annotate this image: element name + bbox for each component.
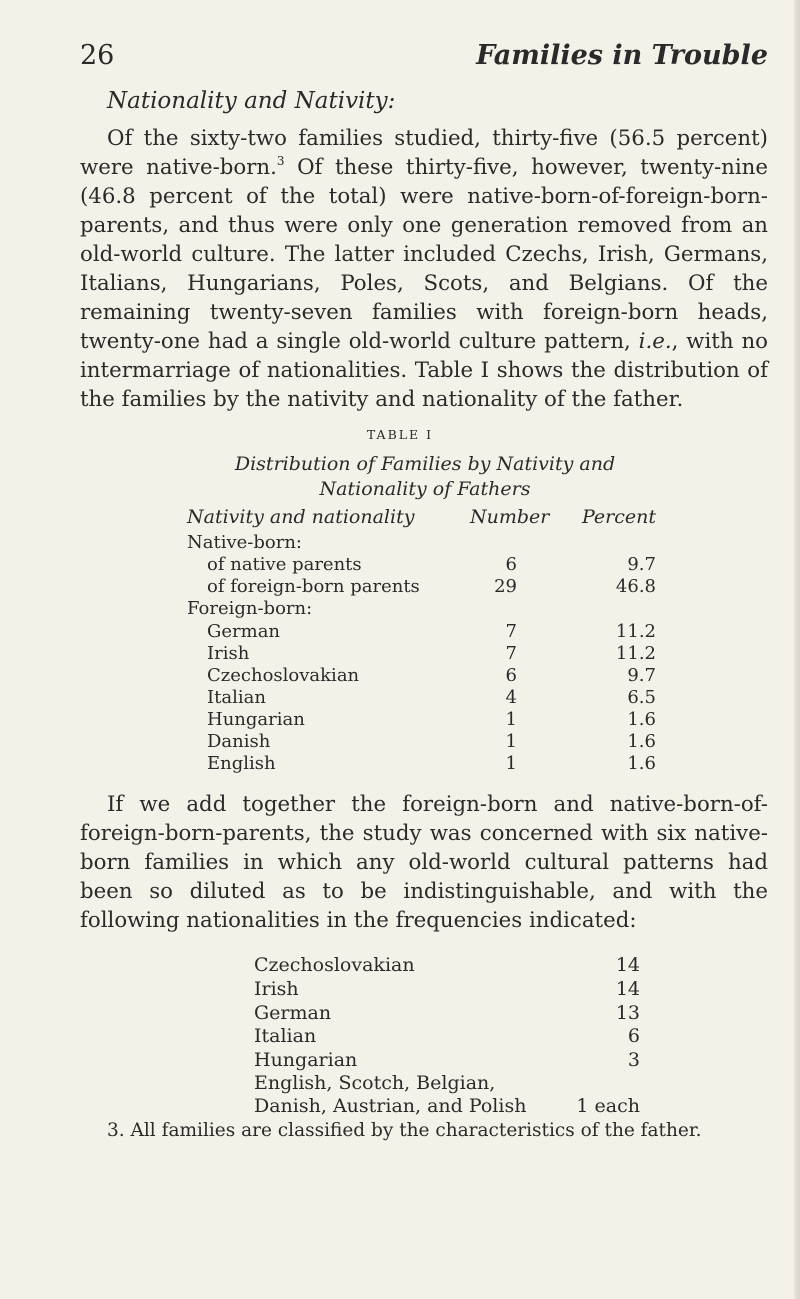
footnote: 3. All families are classified by the characteristics of the father. <box>107 1120 702 1141</box>
row-number: 1 <box>505 753 517 774</box>
freq-label: Danish, Austrian, and Polish <box>254 1095 527 1117</box>
row-number: 29 <box>494 576 517 597</box>
table-row <box>0 576 800 598</box>
list-item <box>0 1095 800 1119</box>
page-number: 26 <box>80 40 115 71</box>
row-label: of foreign-born parents <box>207 576 420 597</box>
table-group-row <box>0 532 800 554</box>
freq-count: 14 <box>615 978 640 1000</box>
row-number: 6 <box>505 554 517 575</box>
section-heading: Nationality and Nativity: <box>107 88 396 114</box>
group-label-native: Native-born: <box>187 532 302 553</box>
freq-count: 13 <box>615 1002 640 1024</box>
row-percent: 9.7 <box>627 665 656 686</box>
row-percent: 1.6 <box>627 731 656 752</box>
freq-label: Irish <box>254 978 299 1000</box>
paragraph1-part1: Of the sixty-two families studied, thirty-five (56.5 percent) were native-born. <box>80 126 768 180</box>
row-label: English <box>207 753 276 774</box>
paragraph1-part3: , with no intermarriage of nationalities. Table I shows the distribution of the families by the nativity and nationality of the father. <box>80 329 768 412</box>
table-row <box>0 554 800 576</box>
table-label: TABLE I <box>366 427 434 442</box>
row-percent: 46.8 <box>615 576 656 597</box>
row-number: 1 <box>505 731 517 752</box>
freq-label: German <box>254 1002 332 1024</box>
table-row <box>0 621 800 643</box>
row-label: Hungarian <box>207 709 305 730</box>
paragraph1-part2: Of these thirty-five, however, twenty-nine (46.8 percent of the total) were native-born-of-foreign-born-parents, and thus were only one generation removed from an old-world culture. The latter included Czechs, Irish, Germans, Italians, Hungarians, Poles, Scots, and Belgians. Of the remaining twenty-seven families with foreign-born heads, twenty-one had a single old-world culture pattern, <box>80 155 768 354</box>
page-header <box>80 40 768 80</box>
row-percent: 11.2 <box>615 621 656 642</box>
row-number: 4 <box>505 687 517 708</box>
row-number: 6 <box>505 665 517 686</box>
row-number: 7 <box>505 621 517 642</box>
paragraph1-italic: i.e. <box>638 329 672 354</box>
row-label: Italian <box>207 687 266 708</box>
row-label: Danish <box>207 731 271 752</box>
list-item <box>0 978 800 1002</box>
row-percent: 9.7 <box>627 554 656 575</box>
row-percent: 11.2 <box>615 643 656 664</box>
running-head: Families in Trouble <box>476 40 768 71</box>
footnote-marker: 3 <box>276 154 285 168</box>
row-percent: 6.5 <box>627 687 656 708</box>
column-header-nativity: Nativity and nationality <box>187 506 415 528</box>
table-caption <box>0 452 800 502</box>
row-number: 1 <box>505 709 517 730</box>
freq-count: 1 each <box>576 1095 640 1117</box>
group-label-foreign: Foreign-born: <box>187 598 313 619</box>
freq-count: 3 <box>627 1049 640 1071</box>
row-label: of native parents <box>207 554 362 575</box>
table-caption-line1: Distribution of Families by Nativity and <box>234 453 616 475</box>
table-row <box>0 709 800 731</box>
table-row <box>0 643 800 665</box>
list-item <box>0 1002 800 1026</box>
row-label: Irish <box>207 643 250 664</box>
freq-label: Hungarian <box>254 1049 358 1071</box>
paragraph-nationality <box>80 124 768 414</box>
list-item <box>0 954 800 978</box>
column-header-percent: Percent <box>582 506 657 528</box>
freq-count: 14 <box>615 954 640 976</box>
list-item <box>0 1025 800 1049</box>
row-number: 7 <box>505 643 517 664</box>
list-item <box>0 1049 800 1073</box>
table-group-row <box>0 598 800 620</box>
table-row <box>0 687 800 709</box>
row-percent: 1.6 <box>627 709 656 730</box>
table-row <box>0 731 800 753</box>
list-item <box>0 1072 800 1096</box>
table-caption-line2: Nationality of Fathers <box>319 478 531 500</box>
freq-label: Italian <box>254 1025 317 1047</box>
freq-label: Czechoslovakian <box>254 954 415 976</box>
table-row <box>0 753 800 775</box>
row-label: Czechoslovakian <box>207 665 360 686</box>
row-label: German <box>207 621 281 642</box>
row-percent: 1.6 <box>627 753 656 774</box>
column-header-number: Number <box>470 506 550 528</box>
freq-label: English, Scotch, Belgian, <box>254 1072 496 1094</box>
freq-count: 6 <box>627 1025 640 1047</box>
paragraph-frequencies: If we add together the foreign-born and native-born-of-foreign-born-parents, the study was concerned with six native-born families in which any old-world cultural patterns had been so diluted as to be indistinguishable, and with the following nationalities in the frequencies indicated: <box>80 792 768 933</box>
table-row <box>0 665 800 687</box>
